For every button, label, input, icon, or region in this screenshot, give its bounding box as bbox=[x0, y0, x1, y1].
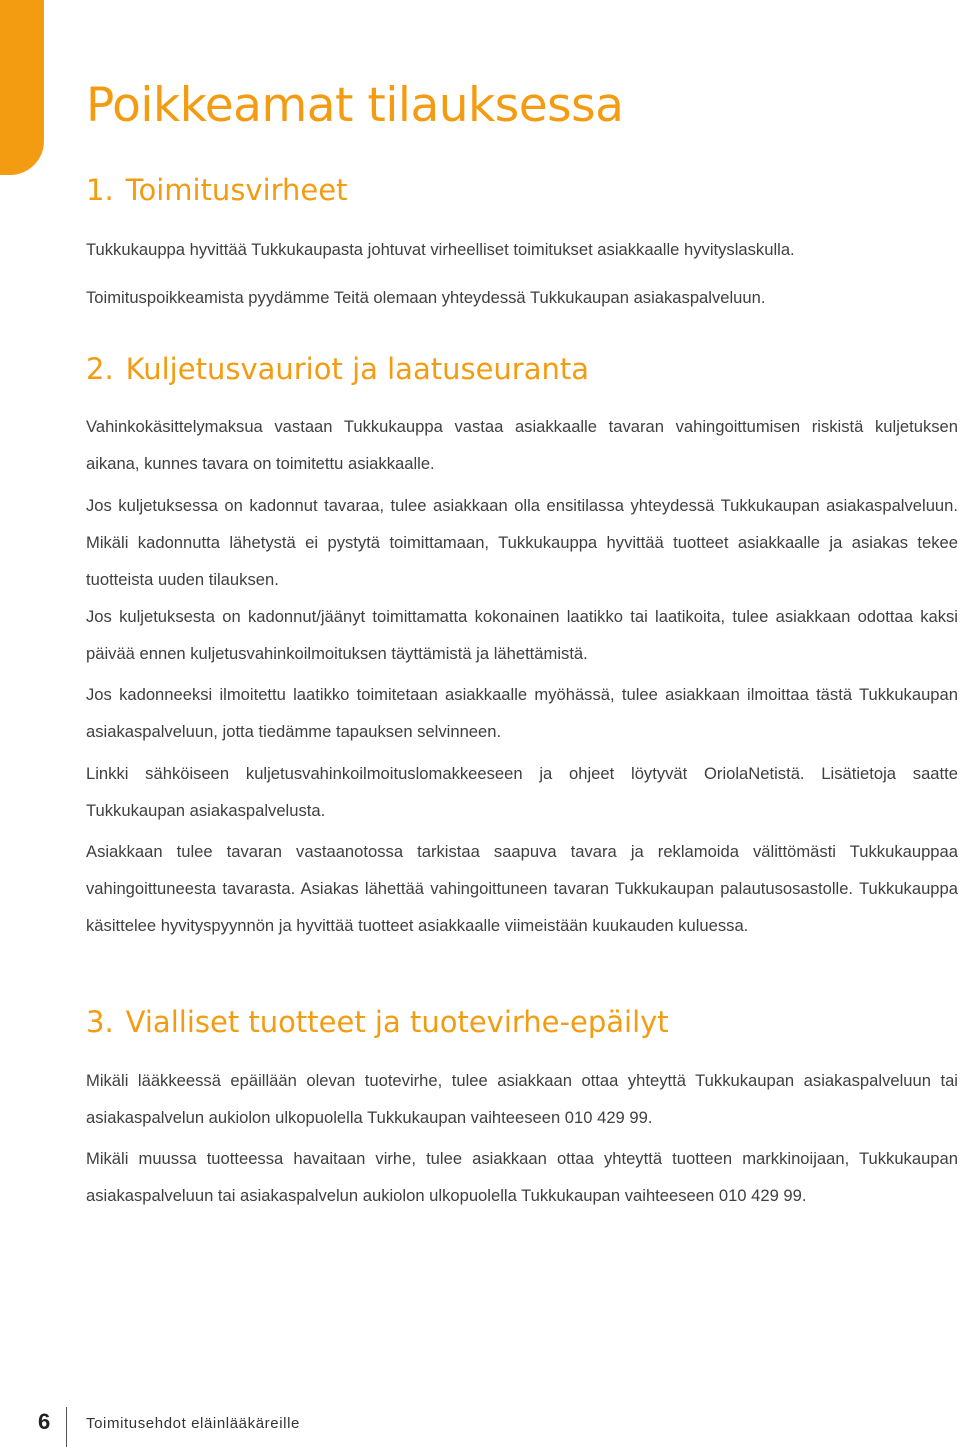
paragraph: Linkki sähköiseen kuljetusvahinkoilmoituslomakkeeseen ja ohjeet löytyvät OriolaNetistä. Lisätietoja saatte Tukkukaupan asiakaspalvelusta. bbox=[86, 764, 958, 820]
paragraph: Toimituspoikkeamista pyydämme Teitä olemaan yhteydessä Tukkukaupan asiakaspalveluun. bbox=[86, 288, 766, 307]
page-title: Poikkeamat tilauksessa bbox=[86, 78, 624, 133]
section-3-title: Vialliset tuotteet ja tuotevirhe-epäilyt bbox=[125, 1005, 669, 1039]
footer-divider bbox=[66, 1407, 67, 1447]
paragraph: Mikäli muussa tuotteessa havaitaan virhe, tulee asiakkaan ottaa yhteyttä tuotteen markkinoijaan, Tukkukaupan asiakaspalveluun tai asiakaspalvelun aukiolon ulkopuolella Tukkukaupan vaihteeseen 010 429 99. bbox=[86, 1149, 958, 1205]
paragraph: Jos kadonneeksi ilmoitettu laatikko toimitetaan asiakkaalle myöhässä, tulee asiakkaan ilmoittaa tästä Tukkukaupan asiakaspalveluun, jotta tiedämme tapauksen selvinneen. bbox=[86, 685, 958, 741]
paragraph: Mikäli lääkkeessä epäillään olevan tuotevirhe, tulee asiakkaan ottaa yhteyttä Tukkukaupan asiakaspalveluun tai asiakaspalvelun aukiolon ulkopuolella Tukkukaupan vaihteeseen 010 429 99. bbox=[86, 1071, 958, 1127]
paragraph: Asiakkaan tulee tavaran vastaanotossa tarkistaa saapuva tavara ja reklamoida välittömästi Tukkukauppaa vahingoittuneesta tavarasta. Asiakas lähettää vahingoittuneen tavaran Tukkukaupan palautusosastolle. Tukkukauppa käsittelee hyvityspyynnön ja hyvittää tuotteet asiakkaalle viimeistään kuukauden kuluessa. bbox=[86, 842, 958, 935]
section-1-number: 1. bbox=[86, 173, 114, 207]
paragraph: Jos kuljetuksessa on kadonnut tavaraa, tulee asiakkaan olla ensitilassa yhteydessä Tukkukaupan asiakaspalveluun. Mikäli kadonnutta lähetystä ei pystytä toimittamaan, Tukkukauppa hyvittää tuotteet asiakkaalle ja asiakas tekee tuotteista uuden tilauksen. bbox=[86, 496, 958, 589]
section-2-title: Kuljetusvauriot ja laatuseuranta bbox=[125, 352, 590, 386]
page-footer bbox=[0, 1407, 960, 1447]
section-3-heading bbox=[86, 1005, 669, 1039]
section-1-heading bbox=[86, 173, 348, 207]
section-2-heading bbox=[86, 352, 589, 386]
section-3-number: 3. bbox=[86, 1005, 114, 1039]
paragraph: Vahinkokäsittelymaksua vastaan Tukkukauppa vastaa asiakkaalle tavaran vahingoittumisen riskistä kuljetuksen aikana, kunnes tavara on toimitettu asiakkaalle. bbox=[86, 417, 958, 473]
footer-title: Toimitusehdot eläinlääkäreille bbox=[86, 1415, 300, 1432]
paragraph: Jos kuljetuksesta on kadonnut/jäänyt toimittamatta kokonainen laatikko tai laatikoita, tulee asiakkaan odottaa kaksi päivää ennen kuljetusvahinkoilmoituksen täyttämistä ja lähettämistä. bbox=[86, 607, 958, 663]
section-2-number: 2. bbox=[86, 352, 114, 386]
section-1-title: Toimitusvirheet bbox=[125, 173, 348, 207]
page-number: 6 bbox=[38, 1409, 51, 1434]
paragraph: Tukkukauppa hyvittää Tukkukaupasta johtuvat virheelliset toimitukset asiakkaalle hyvityslaskulla. bbox=[86, 240, 795, 259]
accent-tab bbox=[0, 0, 44, 175]
